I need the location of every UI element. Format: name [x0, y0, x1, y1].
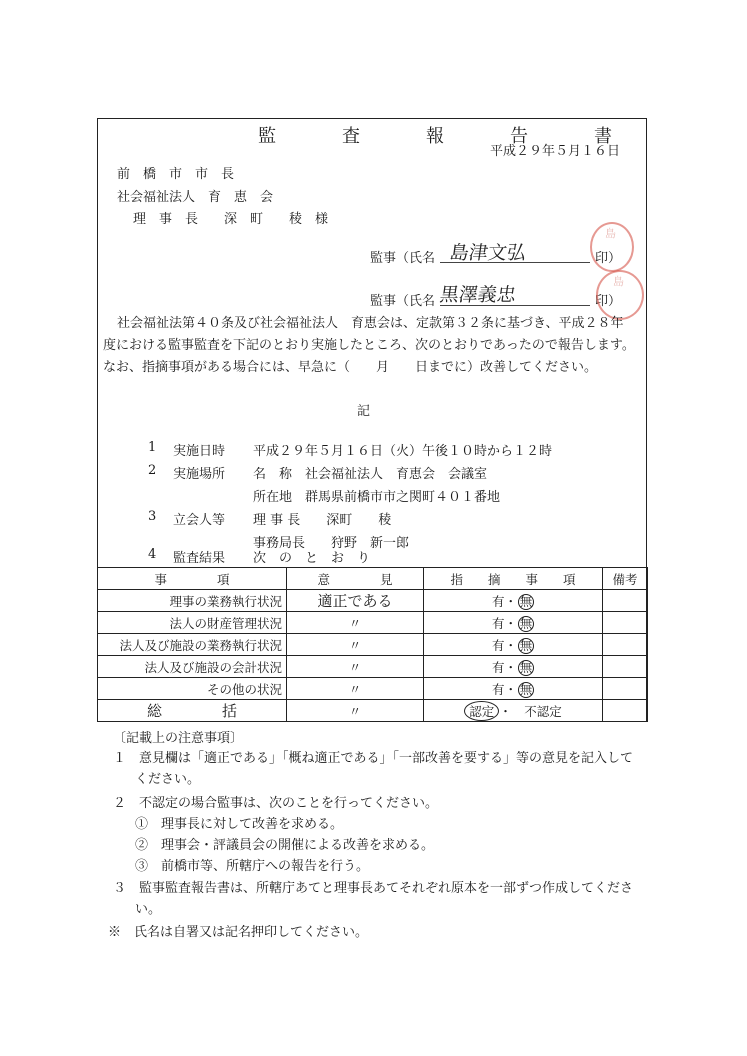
auditor-1-seal: [590, 222, 634, 272]
row-remarks: [603, 612, 648, 634]
circled-answer: 無: [519, 615, 533, 631]
row-opinion: 〃: [287, 656, 424, 678]
item-3-value: 理 事 長 深町 稜: [253, 513, 392, 528]
row-item: 法人及び施設の業務執行状況: [98, 634, 287, 656]
note-3b: い。: [135, 902, 162, 917]
note-4: ※ 氏名は自署又は記名押印してください。: [108, 925, 369, 940]
row-finding: [424, 590, 603, 612]
item-2-value2: 所在地 群馬県前橋市市之関町４０１番地: [253, 490, 501, 505]
table-row: [98, 656, 648, 678]
item-2-value: 名 称 社会福祉法人 育恵会 会議室: [253, 467, 488, 482]
item-1-label: 実施日時: [173, 444, 226, 459]
note-1b: ください。: [135, 772, 201, 787]
summary-circled: 認定: [464, 701, 499, 721]
row-item: その他の状況: [98, 678, 287, 700]
item-3-label: 立会人等: [173, 513, 226, 528]
header-remarks: 備考: [603, 568, 648, 590]
circled-answer: 無: [519, 681, 533, 697]
table-row: [98, 612, 648, 634]
ki-heading: 記: [357, 404, 371, 419]
note-2: ２ 不認定の場合監事は、次のことを行ってください。: [113, 796, 439, 811]
auditor-2-label: 監事（氏名: [370, 294, 436, 309]
summary-label: 総 括: [98, 700, 287, 722]
seal-2-text: 島: [613, 275, 624, 288]
note-1a: １ 意見欄は「適正である」「概ね適正である」「一部改善を要する」等の意見を記入して: [113, 751, 634, 766]
header-findings: 指 摘 事 項: [424, 568, 603, 590]
opinion-handwritten: 適正である: [317, 592, 393, 610]
row-remarks: [603, 656, 648, 678]
row-opinion: [287, 590, 424, 612]
row-finding: [424, 634, 603, 656]
circled-answer: 無: [519, 637, 533, 653]
addressee-corporation: 社会福祉法人 育 恵 会: [117, 190, 274, 205]
note-3a: ３ 監事監査報告書は、所轄庁あてと理事長あてそれぞれ原本を一部ずつ作成してくださ: [113, 881, 634, 896]
summary-finding: [424, 700, 603, 722]
auditor-1-label: 監事（氏名: [370, 251, 436, 266]
notes-heading: 〔記載上の注意事項〕: [113, 731, 244, 746]
row-opinion: 〃: [287, 612, 424, 634]
item-3-value2: 事務局長 狩野 新一郎: [253, 536, 410, 551]
note-2a: ① 理事長に対して改善を求める。: [135, 817, 344, 832]
finding-text: 有・: [491, 659, 517, 675]
row-opinion: 〃: [287, 678, 424, 700]
table-row: [98, 678, 648, 700]
row-item: 理事の業務執行状況: [98, 590, 287, 612]
row-item: 法人の財産管理状況: [98, 612, 287, 634]
header-opinion: 意 見: [287, 568, 424, 590]
summary-rest: ・ 不認定: [499, 703, 562, 719]
item-4-value: 次 の と お り: [253, 551, 371, 566]
row-finding: [424, 612, 603, 634]
audit-results-table: [97, 567, 648, 722]
item-4-label: 監査結果: [173, 551, 226, 566]
note-2c: ③ 前橋市等、所轄庁への報告を行う。: [135, 859, 370, 874]
finding-text: 有・: [491, 681, 517, 697]
circled-answer: 無: [519, 659, 533, 675]
finding-text: 有・: [491, 637, 517, 653]
item-1-num: 1: [148, 440, 157, 455]
header-item: 事 項: [98, 568, 287, 590]
summary-opinion: 〃: [287, 700, 424, 722]
item-1-value: 平成２９年５月１６日（火）午後１０時から１２時: [253, 444, 553, 459]
body-line-1: 社会福祉法第４０条及び社会福祉法人 育恵会は、定款第３２条に基づき、平成２８年: [117, 316, 624, 331]
circled-answer: 無: [519, 593, 533, 609]
note-2b: ② 理事会・評議員会の開催による改善を求める。: [135, 838, 435, 853]
item-2-label: 実施場所: [173, 467, 226, 482]
auditor-1-seal-label: 印）: [595, 251, 622, 266]
finding-text: 有・: [491, 593, 517, 609]
addressee-mayor: 前 橋 市 市 長: [117, 167, 235, 182]
row-remarks: [603, 678, 648, 700]
auditor-2-seal-label: 印）: [595, 294, 622, 309]
table-row: [98, 590, 648, 612]
item-4-num: 4: [148, 547, 157, 562]
auditor-2-signature: 黒澤義忠: [438, 284, 518, 306]
finding-text: 有・: [491, 615, 517, 631]
table-row: [98, 634, 648, 656]
row-finding: [424, 678, 603, 700]
item-3-num: 3: [148, 509, 157, 524]
auditor-1-signature: 島津文弘: [448, 242, 528, 264]
body-line-3: なお、指摘事項がある場合には、早急に（ 月 日までに）改善してください。: [103, 360, 598, 375]
row-item: 法人及び施設の会計状況: [98, 656, 287, 678]
auditor-2-underline: [440, 305, 590, 306]
table-header-row: [98, 568, 648, 590]
addressee-chairman: 理 事 長 深 町 稜 様: [133, 212, 329, 227]
body-line-2: 度における監事監査を下記のとおり実施したところ、次のとおりであったので報告します。: [103, 338, 635, 353]
summary-remarks: [603, 700, 648, 722]
seal-1-text: 島: [605, 227, 616, 240]
summary-row: [98, 700, 648, 722]
report-date: 平成２９年５月１６日: [490, 144, 621, 159]
row-opinion: 〃: [287, 634, 424, 656]
item-2-num: 2: [148, 463, 157, 478]
row-finding: [424, 656, 603, 678]
auditor-1-underline: [440, 262, 590, 263]
document-title: 監 査 報 告 書: [258, 126, 636, 147]
row-remarks: [603, 634, 648, 656]
row-remarks: [603, 590, 648, 612]
